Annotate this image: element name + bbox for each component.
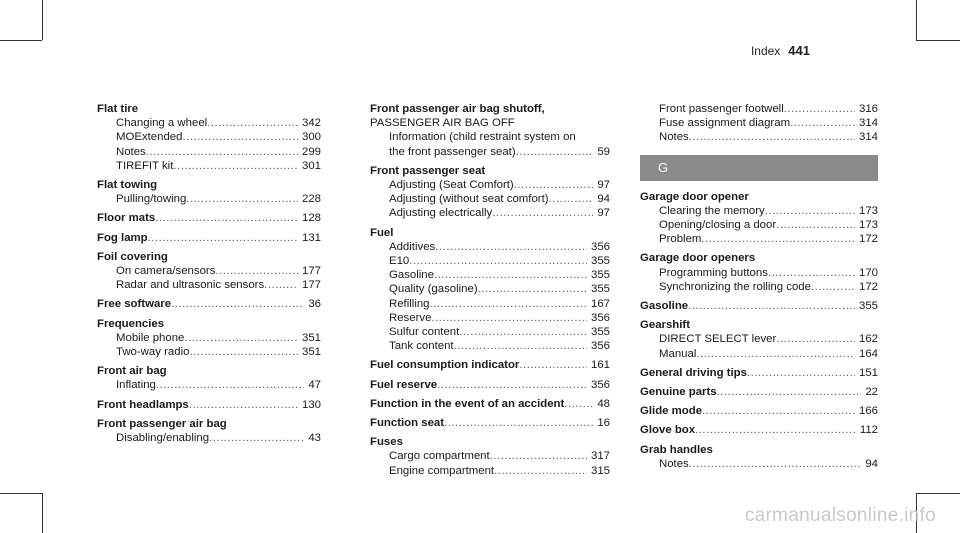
page-ref: 166 <box>858 405 878 418</box>
leader-dots <box>689 130 855 144</box>
entry-label: Notes <box>659 457 689 470</box>
leader-dots <box>182 130 298 144</box>
index-entry <box>370 358 610 372</box>
subentry-link[interactable] <box>97 378 321 392</box>
index-heading-link[interactable] <box>97 211 321 225</box>
subentry-link[interactable] <box>640 204 878 218</box>
entry-label: Sulfur content <box>389 326 460 339</box>
index-entry <box>640 366 878 380</box>
index-entry <box>97 231 321 245</box>
page-ref: 36 <box>308 298 321 311</box>
page-ref: 342 <box>301 117 321 130</box>
index-entry <box>97 211 321 225</box>
entry-label: Gasoline <box>640 300 689 313</box>
entry-label: Tank content <box>389 340 454 353</box>
subentry-link[interactable] <box>97 116 321 130</box>
entry-label: Floor mats <box>97 212 156 225</box>
subentry-link[interactable] <box>370 464 610 478</box>
entry-label: Fuel reserve <box>370 378 438 391</box>
entry-label: Quality (gasoline) <box>389 283 478 296</box>
entry-label: On camera/sensors <box>116 265 216 278</box>
subentry-link[interactable] <box>97 145 321 159</box>
entry-label: Reserve <box>389 311 432 324</box>
crop-mark <box>916 40 960 41</box>
leader-dots <box>207 116 298 130</box>
index-heading: Flat towing <box>97 179 158 192</box>
section-letter: G <box>640 155 878 181</box>
leader-dots <box>454 339 587 353</box>
index-heading-link[interactable] <box>370 397 610 411</box>
entry-label: Genuine parts <box>640 386 717 399</box>
page-ref: 355 <box>590 269 610 282</box>
subentry-line: Information (child restraint system on <box>389 131 576 144</box>
index-entry <box>640 385 878 399</box>
page-ref: 170 <box>858 266 878 279</box>
crop-mark <box>916 493 960 494</box>
entry-label: Synchronizing the rolling code <box>659 280 811 293</box>
index-entry <box>640 423 878 437</box>
page-ref: 172 <box>858 280 878 293</box>
entry-label: Inflating <box>116 379 156 392</box>
page-ref: 131 <box>301 231 321 244</box>
index-heading: Frequencies <box>97 317 165 330</box>
leader-dots <box>189 398 298 412</box>
leader-dots <box>173 159 298 173</box>
page-ref: 173 <box>858 219 878 232</box>
entry-label: General driving tips <box>640 366 747 379</box>
leader-dots <box>215 264 298 278</box>
leader-dots <box>459 325 587 339</box>
subentry-link[interactable] <box>640 130 878 144</box>
leader-dots <box>765 204 855 218</box>
page-ref: 43 <box>308 432 321 445</box>
subentry-link[interactable] <box>370 254 610 268</box>
subentry-link[interactable] <box>97 264 321 278</box>
page-ref: 167 <box>590 297 610 310</box>
page-ref: 16 <box>597 417 610 430</box>
crop-mark <box>0 493 42 494</box>
page-ref: 351 <box>301 331 321 344</box>
index-heading-link[interactable] <box>97 231 321 245</box>
page-ref: 48 <box>597 397 610 410</box>
entry-label: Glide mode <box>640 405 703 418</box>
crop-mark <box>0 40 42 41</box>
subentry-link[interactable] <box>370 192 610 206</box>
page-ref: 314 <box>858 131 878 144</box>
entry-label: Free software <box>97 298 172 311</box>
page-ref: 97 <box>597 179 610 192</box>
subentry-link[interactable] <box>97 159 321 173</box>
index-heading-link[interactable] <box>97 297 321 311</box>
page-ref: 299 <box>301 145 321 158</box>
leader-dots <box>189 345 298 359</box>
page-number: 441 <box>788 43 810 58</box>
leader-dots <box>264 278 298 292</box>
page-ref: 356 <box>590 240 610 253</box>
index-heading-link[interactable] <box>370 358 610 372</box>
page-ref: 356 <box>590 378 610 391</box>
entry-label: Engine compartment <box>389 464 495 477</box>
leader-dots <box>519 358 587 372</box>
page-ref: 22 <box>865 386 878 399</box>
subentry-link[interactable] <box>370 178 610 192</box>
page-ref: 355 <box>590 283 610 296</box>
index-entry <box>640 318 878 361</box>
entry-label: Disabling/enabling <box>116 432 210 445</box>
entry-label: Mobile phone <box>116 331 185 344</box>
leader-dots <box>209 431 304 445</box>
subentry-link[interactable] <box>97 130 321 144</box>
entry-label: Adjusting electrically <box>389 207 493 220</box>
page-ref: 97 <box>597 207 610 220</box>
page-ref: 94 <box>865 457 878 470</box>
entry-label: Adjusting (Seat Comfort) <box>389 179 514 192</box>
subentry-link[interactable] <box>640 266 878 280</box>
subentry-link[interactable] <box>97 278 321 292</box>
entry-label: Function seat <box>370 417 445 430</box>
leader-dots <box>435 240 587 254</box>
leader-dots <box>695 423 856 437</box>
subentry-link[interactable] <box>370 449 610 463</box>
subentry-link[interactable] <box>97 331 321 345</box>
leader-dots <box>171 297 304 311</box>
leader-dots <box>696 347 855 361</box>
page-header <box>751 43 810 58</box>
entry-label: Programming buttons <box>659 266 768 279</box>
subentry-link[interactable] <box>370 339 610 353</box>
index-entry <box>370 378 610 392</box>
leader-dots <box>437 378 587 392</box>
page-ref: 47 <box>308 379 321 392</box>
index-column-2 <box>370 102 610 483</box>
page-ref: 351 <box>301 346 321 359</box>
subentry-link[interactable] <box>370 268 610 282</box>
heading-line: PASSENGER AIR BAG OFF <box>370 117 515 130</box>
index-entry <box>370 416 610 430</box>
page-ref: 301 <box>301 159 321 172</box>
leader-dots <box>776 218 855 232</box>
subentry-link[interactable] <box>640 347 878 361</box>
subentry-link[interactable] <box>97 345 321 359</box>
index-heading: Garage door openers <box>640 252 756 265</box>
index-heading-link[interactable] <box>640 366 878 380</box>
leader-dots <box>549 192 594 206</box>
leader-dots <box>430 297 587 311</box>
subentry-link[interactable] <box>640 232 878 246</box>
entry-label: E10 <box>389 255 410 268</box>
index-heading: Flat tire <box>97 103 139 115</box>
leader-dots <box>148 231 298 245</box>
index-heading: Garage door opener <box>640 190 749 203</box>
index-entry <box>370 164 610 221</box>
page-ref: 315 <box>590 464 610 477</box>
entry-label: Function in the event of an accident <box>370 397 565 410</box>
entry-label: Clearing the memory <box>659 204 765 217</box>
page-ref: 355 <box>590 326 610 339</box>
index-heading: Front passenger air bag <box>97 417 227 430</box>
entry-label: Notes <box>659 131 689 144</box>
subentry-link[interactable] <box>640 457 878 471</box>
index-heading: Front passenger seat <box>370 164 486 177</box>
entry-label: Gasoline <box>389 269 434 282</box>
entry-label: Problem <box>659 233 702 246</box>
subentry-link[interactable] <box>640 332 878 346</box>
entry-label: the front passenger seat) <box>389 145 516 158</box>
entry-label: Fog lamp <box>97 231 148 244</box>
watermark: carmanualsonline.info <box>744 505 936 526</box>
leader-dots <box>444 416 593 430</box>
index-heading: Fuses <box>370 436 403 449</box>
page-ref: 94 <box>597 193 610 206</box>
page-ref: 112 <box>859 424 878 437</box>
index-heading-link[interactable] <box>370 416 610 430</box>
leader-dots <box>431 311 587 325</box>
page-ref: 151 <box>858 366 878 379</box>
page-ref: 317 <box>590 450 610 463</box>
leader-dots <box>689 457 862 471</box>
index-entry <box>370 435 610 478</box>
index-entry <box>370 226 610 354</box>
index-entry <box>640 299 878 313</box>
entry-label: Notes <box>116 145 146 158</box>
index-entry <box>640 443 878 471</box>
leader-dots <box>434 268 587 282</box>
index-heading-link[interactable] <box>640 385 878 399</box>
crop-mark <box>42 0 43 40</box>
page-ref: 173 <box>858 204 878 217</box>
page-ref: 172 <box>858 233 878 246</box>
page-ref: 356 <box>590 311 610 324</box>
leader-dots <box>155 211 298 225</box>
page-ref: 59 <box>597 145 610 158</box>
leader-dots <box>146 145 298 159</box>
index-heading: Grab handles <box>640 443 713 456</box>
entry-label: Front passenger footwell <box>659 103 784 115</box>
leader-dots <box>516 145 594 159</box>
leader-dots <box>490 449 587 463</box>
index-entry <box>97 364 321 392</box>
index-entry <box>370 397 610 411</box>
entry-label: TIREFIT kit <box>116 159 174 172</box>
leader-dots <box>688 299 855 313</box>
index-heading-link[interactable] <box>640 299 878 313</box>
page-ref: 177 <box>301 279 321 292</box>
index-heading: Fuel <box>370 226 394 239</box>
subentry-link[interactable] <box>370 297 610 311</box>
index-heading: Gearshift <box>640 319 691 332</box>
page-ref: 355 <box>858 300 878 313</box>
entry-label: Front headlamps <box>97 398 189 411</box>
index-heading: Front passenger air bag shutoff, <box>370 103 545 115</box>
entry-label: Adjusting (without seat comfort) <box>389 193 549 206</box>
leader-dots <box>514 178 594 192</box>
leader-dots <box>776 332 855 346</box>
subentry-link[interactable] <box>97 431 321 445</box>
leader-dots <box>186 192 298 206</box>
leader-dots <box>811 280 855 294</box>
subentry-link[interactable] <box>370 325 610 339</box>
leader-dots <box>790 116 855 130</box>
index-entry <box>97 317 321 360</box>
page-ref: 164 <box>858 347 878 360</box>
entry-label: Opening/closing a door <box>659 219 777 232</box>
index-entry <box>370 102 610 159</box>
crop-mark <box>42 493 43 533</box>
page-ref: 356 <box>590 340 610 353</box>
entry-label: DIRECT SELECT lever <box>659 333 777 346</box>
index-entry <box>97 398 321 412</box>
entry-label: Radar and ultrasonic sensors <box>116 279 265 292</box>
subentry-link[interactable] <box>640 280 878 294</box>
index-entry <box>640 404 878 418</box>
subentry-link[interactable] <box>370 240 610 254</box>
page-ref: 314 <box>858 117 878 130</box>
index-entry <box>640 102 878 145</box>
index-entry <box>640 251 878 294</box>
entry-label: Additives <box>389 240 436 253</box>
page-ref: 355 <box>590 255 610 268</box>
subentry-link[interactable] <box>97 192 321 206</box>
index-entry <box>97 417 321 445</box>
entry-label: Glove box <box>640 424 696 437</box>
leader-dots <box>478 282 587 296</box>
subentry-link[interactable] <box>370 311 610 325</box>
entry-label: Pulling/towing <box>116 193 187 206</box>
page-ref: 316 <box>858 103 878 115</box>
index-heading-link[interactable] <box>640 404 878 418</box>
entry-label: Fuel consumption indicator <box>370 359 520 372</box>
index-heading-link[interactable] <box>370 378 610 392</box>
leader-dots <box>492 206 593 220</box>
leader-dots <box>409 254 587 268</box>
page-ref: 161 <box>590 359 610 372</box>
index-entry <box>97 102 321 173</box>
leader-dots <box>702 404 855 418</box>
entry-label: Two-way radio <box>116 346 190 359</box>
index-entry <box>97 297 321 311</box>
index-entry <box>640 190 878 247</box>
leader-dots <box>564 397 593 411</box>
leader-dots <box>768 266 855 280</box>
page-ref: 130 <box>301 398 321 411</box>
entry-label: Changing a wheel <box>116 117 208 130</box>
index-heading: Front air bag <box>97 365 167 378</box>
leader-dots <box>494 464 587 478</box>
subentry-link[interactable] <box>370 206 610 220</box>
subentry-link[interactable] <box>640 116 878 130</box>
index-heading: Foil covering <box>97 250 168 263</box>
leader-dots <box>747 366 855 380</box>
entry-label: MOExtended <box>116 131 183 144</box>
leader-dots <box>156 378 304 392</box>
entry-label: Fuse assignment diagram <box>659 117 791 130</box>
subentry-link[interactable] <box>640 218 878 232</box>
entry-label: Refilling <box>389 297 430 310</box>
subentry-link[interactable] <box>370 145 610 159</box>
index-heading-link[interactable] <box>640 423 878 437</box>
leader-dots <box>184 331 298 345</box>
leader-dots <box>784 102 855 116</box>
leader-dots <box>701 232 855 246</box>
page-ref: 128 <box>301 212 321 225</box>
page-ref: 162 <box>858 333 878 346</box>
page-ref: 177 <box>301 265 321 278</box>
subentry-link[interactable] <box>370 282 610 296</box>
header-label: Index <box>750 44 781 58</box>
crop-mark <box>916 0 917 40</box>
entry-label: Manual <box>659 347 697 360</box>
index-entry <box>97 250 321 293</box>
index-column-3 <box>640 102 878 476</box>
index-column-1 <box>97 102 321 450</box>
index-heading-link[interactable] <box>97 398 321 412</box>
page-ref: 300 <box>301 131 321 144</box>
index-entry <box>97 178 321 206</box>
page-ref: 228 <box>301 193 321 206</box>
subentry-link[interactable] <box>640 102 878 116</box>
entry-label: Cargo compartment <box>389 450 490 463</box>
leader-dots <box>717 385 862 399</box>
